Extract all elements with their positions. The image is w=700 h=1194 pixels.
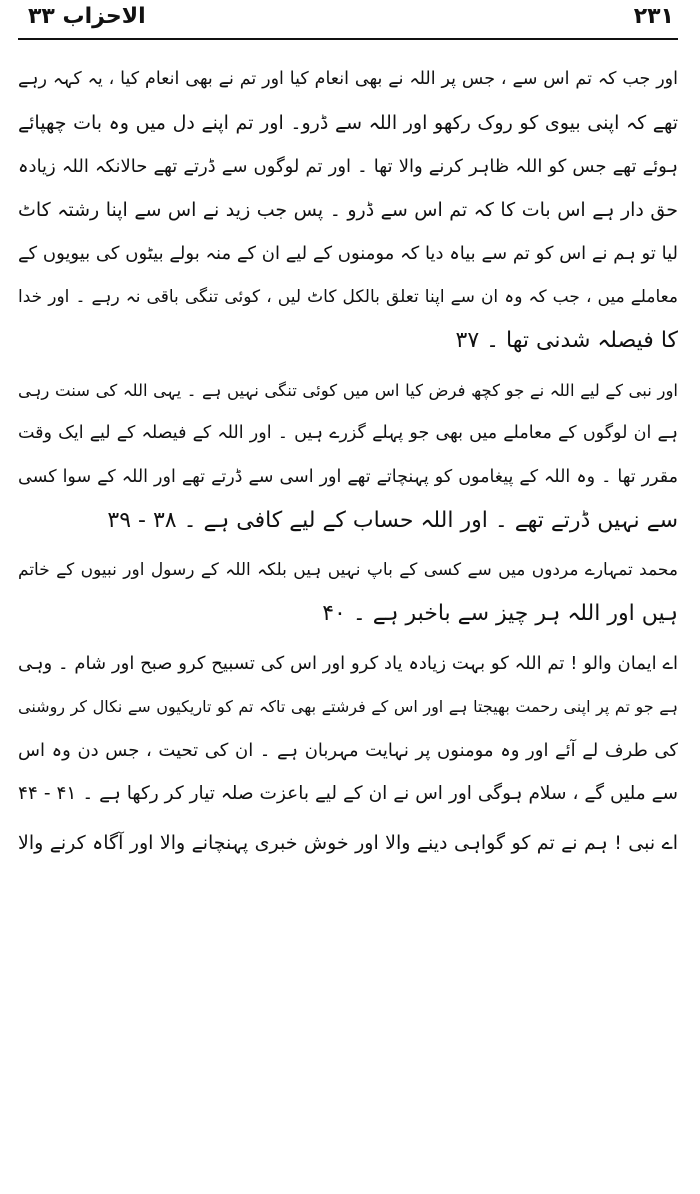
text-body	[18, 40, 678, 865]
text-line: اور جب کہ تم اس سے ، جس پر اللہ نے بھی انعام کیا اور تم نے بھی انعام کیا ، یہ کہہ رہے	[18, 69, 678, 89]
paragraph	[18, 822, 678, 866]
paragraph	[18, 642, 678, 816]
text-line: اے نبی ! ہم نے تم کو گواہی دینے والا اور خوش خبری پہنچانے والا اور آگاہ کرنے والا	[18, 831, 678, 854]
text-line: لیا تو ہم نے اس کو تم سے بیاہ دیا کہ مومنوں کے لیے ان کے منہ بولے بیٹوں کی بیویوں کے	[18, 243, 678, 264]
text-line: سے نہیں ڈرتے تھے ۔ اور اللہ حساب کے لیے کافی ہے ۔ ۳۸ - ۳۹	[107, 508, 678, 533]
text-line: اور نبی کے لیے اللہ نے جو کچھ فرض کیا اس میں کوئی تنگی نہیں ہے ۔ یہی اللہ کی سنت رہی	[18, 380, 678, 400]
text-line: ہے ان لوگوں کے معاملے میں بھی جو پہلے گزرے ہیں ۔ اور اللہ کے فیصلہ کے لیے ایک وقت	[18, 423, 678, 443]
text-line: ہے جو تم پر اپنی رحمت بھیجتا ہے اور اس کے فرشتے بھی تاکہ تم کو تاریکیوں سے نکال کر روشنی	[18, 697, 678, 716]
paragraph	[18, 549, 678, 636]
text-line: محمد تمہارے مردوں میں سے کسی کے باپ نہیں ہیں بلکہ اللہ کے رسول اور نبیوں کے خاتم	[18, 559, 678, 580]
surah-title: الاحزاب ۳۳	[28, 4, 146, 29]
text-line: کا فیصلہ شدنی تھا ۔ ۳۷	[455, 328, 678, 353]
text-line: ہیں اور اللہ ہر چیز سے باخبر ہے ۔ ۴۰	[322, 601, 678, 626]
text-line: معاملے میں ، جب کہ وہ ان سے اپنا تعلق بالکل کاٹ لیں ، کوئی تنگی باقی نہ رہے ۔ اور خدا	[18, 286, 678, 307]
text-line: کی طرف لے آئے اور وہ مومنوں پر نہایت مہربان ہے ۔ ان کی تحیت ، جس دن وہ اس	[18, 739, 678, 761]
paragraph	[18, 369, 678, 543]
text-line: مقرر تھا ۔ وہ اللہ کے پیغاموں کو پہنچاتے تھے اور اسی سے ڈرتے تھے اور اللہ کے سوا کسی	[18, 466, 678, 487]
text-line: ہوئے تھے جس کو اللہ ظاہر کرنے والا تھا ۔ اور تم لوگوں سے ڈرتے تھے حالانکہ اللہ زیادہ	[18, 156, 678, 177]
text-line: حق دار ہے اس بات کا کہ تم اس سے ڈرو ۔ پس جب زید نے اس سے اپنا رشتہ کاٹ	[18, 198, 678, 221]
page-number: ۲۳۱	[633, 4, 674, 29]
page-header	[18, 0, 678, 40]
text-line: تھے کہ اپنی بیوی کو روک رکھو اور اللہ سے ڈرو۔ اور تم اپنے دل میں وہ بات چھپائے	[18, 111, 678, 134]
text-line: اے ایمان والو ! تم اللہ کو بہت زیادہ یاد کرو اور اس کی تسبیح کرو صبح اور شام ۔ وہی	[18, 652, 678, 674]
paragraph	[18, 58, 678, 363]
text-line: سے ملیں گے ، سلام ہوگی اور اس نے ان کے لیے باعزت صلہ تیار کر رکھا ہے ۔ ۴۱ - ۴۴	[18, 783, 678, 804]
